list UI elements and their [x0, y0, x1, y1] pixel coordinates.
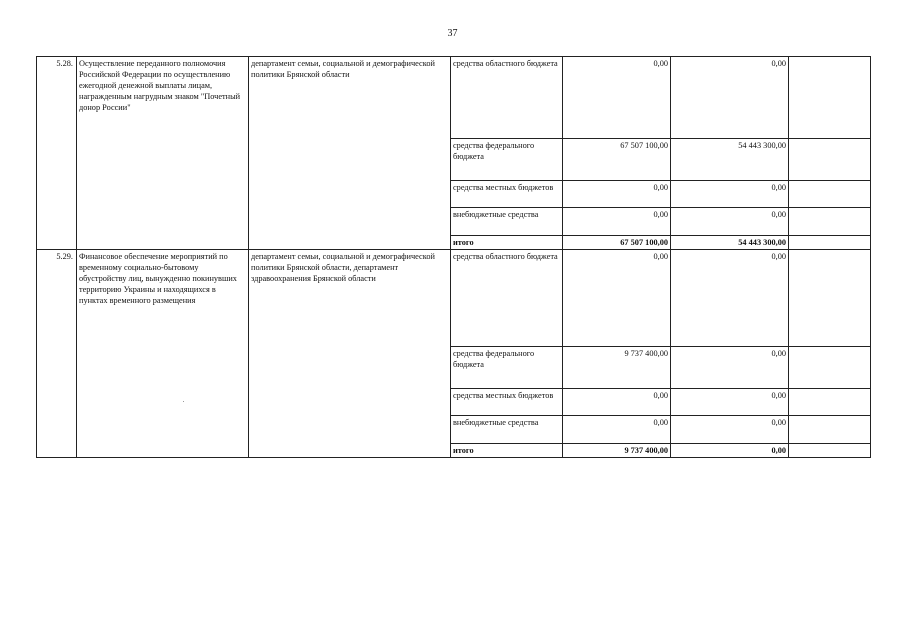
value-col1: 0,00 — [563, 181, 671, 208]
value-col1: 0,00 — [563, 57, 671, 139]
measure-title: Финансовое обеспечение мероприятий по временному социально-бытовому обустройству лиц, вынужденно покинувших территорию Украины и находящихся в пунктах временного размещения — [77, 250, 249, 458]
value-col3 — [789, 236, 871, 250]
value-col1: 0,00 — [563, 389, 671, 416]
value-col3 — [789, 347, 871, 389]
value-col2: 0,00 — [671, 181, 789, 208]
value-col2: 54 443 300,00 — [671, 236, 789, 250]
source-name: средства местных бюджетов — [451, 389, 563, 416]
value-col2: 0,00 — [671, 57, 789, 139]
source-name: внебюджетные средства — [451, 416, 563, 444]
measure-title: Осуществление переданного полномочия Российской Федерации по осуществлению ежегодной денежной выплаты лицам, награжденным нагрудным знаком "Почетный донор России" — [77, 57, 249, 250]
value-col3 — [789, 181, 871, 208]
value-col2: 54 443 300,00 — [671, 139, 789, 181]
page-number: 37 — [447, 28, 458, 39]
table-row — [37, 250, 871, 347]
value-col2: 0,00 — [671, 389, 789, 416]
row-index: 5.29. — [37, 250, 77, 458]
value-col3 — [789, 444, 871, 458]
value-col1: 67 507 100,00 — [563, 139, 671, 181]
source-name: средства местных бюджетов — [451, 181, 563, 208]
value-col1: 67 507 100,00 — [563, 236, 671, 250]
executor: департамент семьи, социальной и демографической политики Брянской области — [249, 57, 451, 250]
value-col2: 0,00 — [671, 444, 789, 458]
value-col2: 0,00 — [671, 208, 789, 236]
scan-speck — [183, 401, 184, 402]
table-row — [37, 57, 871, 139]
executor: департамент семьи, социальной и демографической политики Брянской области, департамент здравоохранения Брянской области — [249, 250, 451, 458]
source-name: средства федерального бюджета — [451, 347, 563, 389]
value-col1: 9 737 400,00 — [563, 347, 671, 389]
source-name: средства федерального бюджета — [451, 139, 563, 181]
source-name: итого — [451, 236, 563, 250]
value-col3 — [789, 208, 871, 236]
value-col2: 0,00 — [671, 416, 789, 444]
value-col3 — [789, 250, 871, 347]
budget-table — [36, 56, 871, 458]
source-name: средства областного бюджета — [451, 57, 563, 139]
value-col1: 0,00 — [563, 250, 671, 347]
value-col3 — [789, 57, 871, 139]
value-col1: 9 737 400,00 — [563, 444, 671, 458]
source-name: внебюджетные средства — [451, 208, 563, 236]
source-name: средства областного бюджета — [451, 250, 563, 347]
value-col2: 0,00 — [671, 347, 789, 389]
value-col3 — [789, 139, 871, 181]
value-col2: 0,00 — [671, 250, 789, 347]
value-col1: 0,00 — [563, 416, 671, 444]
row-index: 5.28. — [37, 57, 77, 250]
source-name: итого — [451, 444, 563, 458]
value-col1: 0,00 — [563, 208, 671, 236]
value-col3 — [789, 389, 871, 416]
value-col3 — [789, 416, 871, 444]
